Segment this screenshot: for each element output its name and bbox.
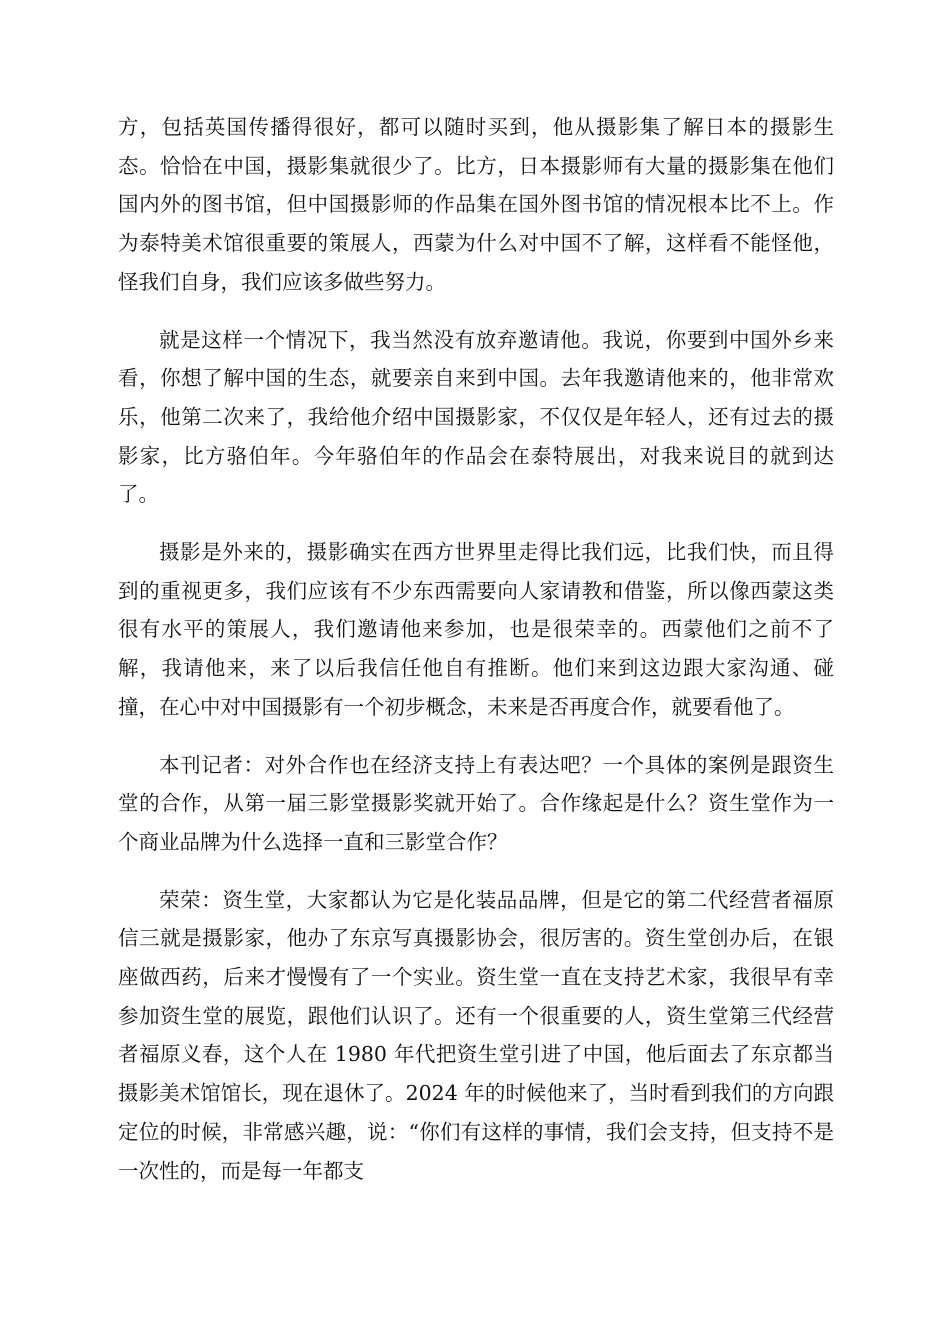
paragraph-continuation: 方，包括英国传播得很好，都可以随时买到，他从摄影集了解日本的摄影生态。恰恰在中国，摄影集就很少了。比方，日本摄影师有大量的摄影集在他们国内外的图书馆，但中国摄影师的作品集在国外图书馆的情况根本比不上。作为泰特美术馆很重要的策展人，西蒙为什么对中国不了解，这样看不能怪他，怪我们自身，我们应该多做些努力。 (118, 115, 834, 294)
document-page (118, 108, 834, 1190)
paragraph-photography-west: 摄影是外来的，摄影确实在西方世界里走得比我们远，比我们快，而且得到的重视更多，我们应该有不少东西需要向人家请教和借鉴，所以像西蒙这类很有水平的策展人，我们邀请他来参加，也是很荣幸的。西蒙他们之前不了解，我请他来，来了以后我信任他自有推断。他们来到这边跟大家沟通、碰撞，在心中对中国摄影有一个初步概念，未来是否再度合作，就要看他了。 (118, 540, 834, 719)
paragraph-rongrong-answer: 荣荣：资生堂，大家都认为它是化装品品牌，但是它的第二代经营者福原信三就是摄影家，他办了东京写真摄影协会，很厉害的。资生堂创办后，在银座做西药，后来才慢慢有了一个实业。资生堂一直在支持艺术家，我很早有幸参加资生堂的展览，跟他们认识了。还有一个很重要的人，资生堂第三代经营者福原义春，这个人在 1980 年代把资生堂引进了中国，他后面去了东京都当摄影美术馆馆长，现在退休了。2024 年的时候他来了，当时看到我们的方向跟定位的时候，非常感兴趣，说：“你们有这样的事情，我们会支持，但支持不是一次性的，而是每一年都支 (118, 887, 834, 1183)
paragraph-invitation: 就是这样一个情况下，我当然没有放弃邀请他。我说，你要到中国外乡来看，你想了解中国的生态，就要亲自来到中国。去年我邀请他来的，他非常欢乐，他第二次来了，我给他介绍中国摄影家，不仅仅是年轻人，还有过去的摄影家，比方骆伯年。今年骆伯年的作品会在泰特展出，对我来说目的就到达了。 (118, 327, 834, 507)
paragraph-reporter-question: 本刊记者：对外合作也在经济支持上有表达吧？一个具体的案例是跟资生堂的合作，从第一届三影堂摄影奖就开始了。合作缘起是什么？资生堂作为一个商业品牌为什么选择一直和三影堂合作？ (118, 752, 834, 854)
